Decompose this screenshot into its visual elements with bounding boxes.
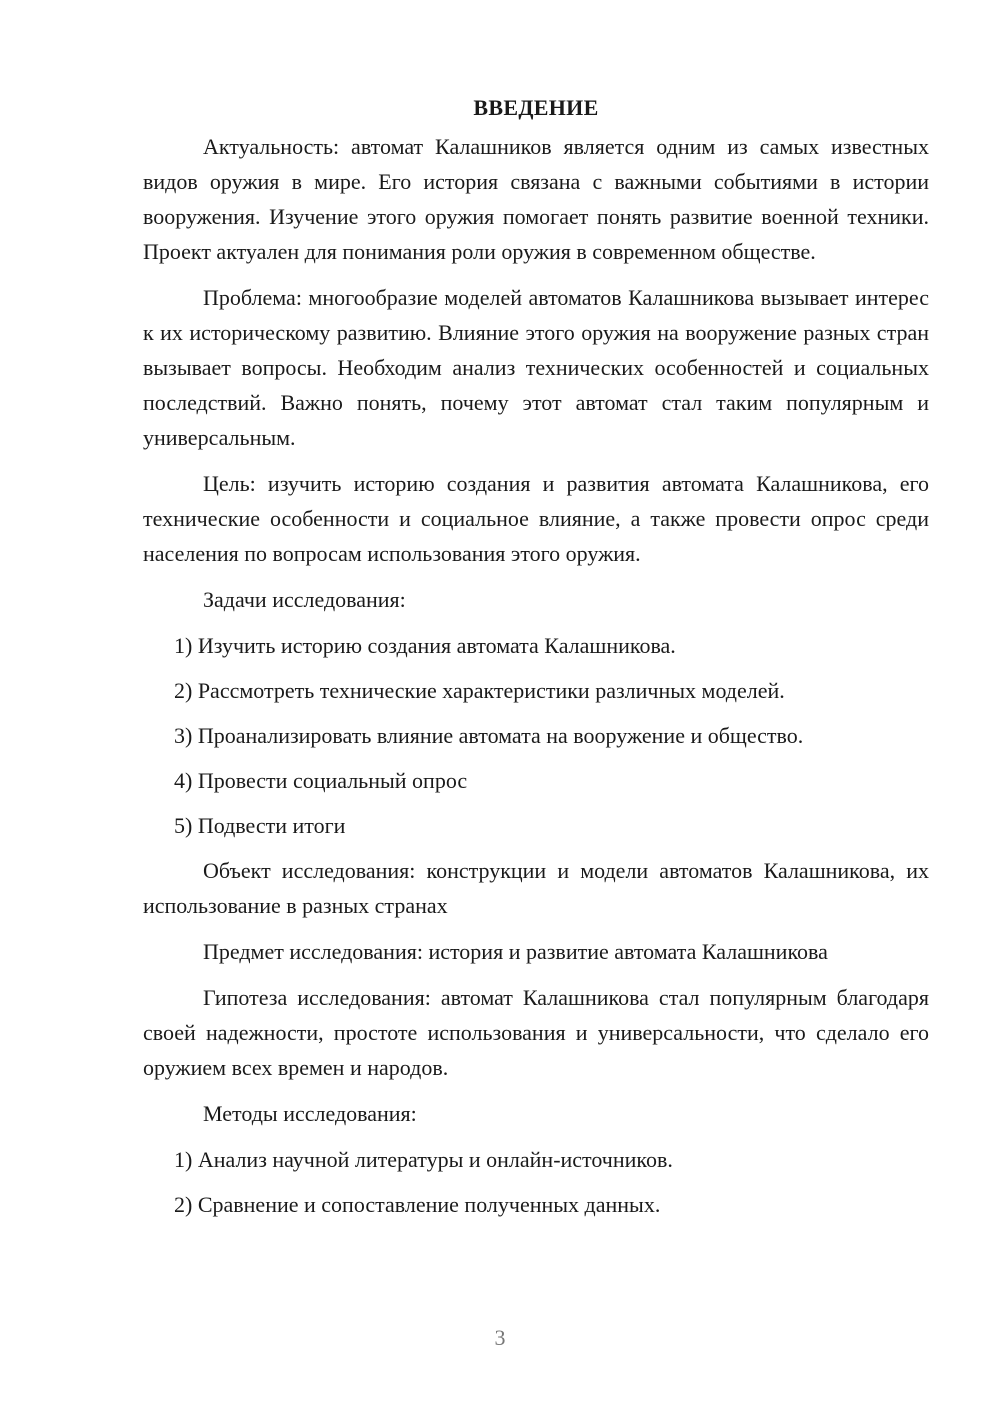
paragraph-problem: Проблема: многообразие моделей автоматов Калашникова вызывает интерес к их историческому развитию. Влияние этого оружия на вооружение разных стран вызывает вопросы. Необходим анализ технических особенностей и социальных последствий. Важно понять, почему этот автомат стал таким популярным и универсальным. — [143, 285, 929, 450]
list-item: 2) Рассмотреть технические характеристики различных моделей. — [174, 678, 785, 703]
methods-list — [143, 1142, 929, 1222]
paragraph-goal: Цель: изучить историю создания и развития автомата Калашникова, его технические особенности и социальное влияние, а также провести опрос среди населения по вопросам использования этого оружия. — [143, 471, 929, 566]
page-number: 3 — [494, 1325, 506, 1350]
list-item: 5) Подвести итоги — [174, 813, 346, 838]
document-page — [143, 90, 929, 1232]
paragraph-relevance: Актуальность: автомат Калашников является одним из самых известных видов оружия в мире. Его история связана с важными событиями в истории вооружения. Изучение этого оружия помогает понять развитие военной техники. Проект актуален для понимания роли оружия в современном обществе. — [143, 134, 929, 264]
tasks-title: Задачи исследования: — [203, 587, 406, 612]
list-item: 1) Анализ научной литературы и онлайн-источников. — [174, 1147, 673, 1172]
tasks-list — [143, 628, 929, 843]
list-item: 2) Сравнение и сопоставление полученных данных. — [174, 1192, 661, 1217]
paragraph-subject: Предмет исследования: история и развитие автомата Калашникова — [203, 939, 828, 964]
paragraph-hypothesis: Гипотеза исследования: автомат Калашникова стал популярным благодаря своей надежности, простоте использования и универсальности, что сделало его оружием всех времен и народов. — [143, 985, 929, 1080]
list-item: 1) Изучить историю создания автомата Калашникова. — [174, 633, 676, 658]
methods-title: Методы исследования: — [203, 1101, 417, 1126]
list-item: 3) Проанализировать влияние автомата на вооружение и общество. — [174, 723, 804, 748]
page-title: ВВЕДЕНИЕ — [473, 95, 599, 120]
paragraph-object: Объект исследования: конструкции и модели автоматов Калашникова, их использование в разных странах — [143, 858, 929, 918]
list-item: 4) Провести социальный опрос — [174, 768, 468, 793]
